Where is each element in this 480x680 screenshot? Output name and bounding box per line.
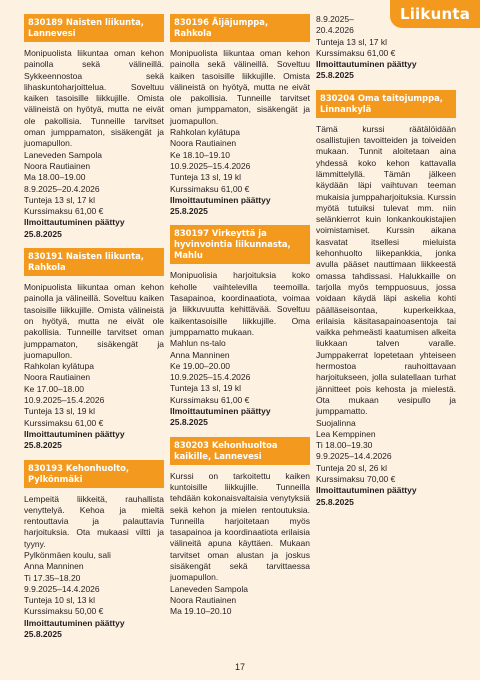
course-body (24, 282, 164, 451)
course-title: 830189 Naisten liikunta, Lannevesi (24, 14, 164, 42)
course-830203-continued (316, 14, 456, 82)
course-dates: 10.9.2025–15.4.2026 (170, 160, 251, 171)
course-body (316, 124, 456, 508)
registration-date: 25.8.2025 (316, 70, 354, 81)
registration-label: Ilmoittautuminen päättyy (316, 59, 417, 70)
continuation-line: 20.4.2026 (316, 25, 354, 36)
course-description: Monipuolisia harjoituksia koko keholle vaihtelevilla teemoilla. Tasapainoa, koordinaatiota, voimaa ja liikkuvuutta kehittävää. Soveltuu kaikentasoisille liikkujille. Oma jumppamatto mukaan. (170, 270, 310, 337)
course-description: Kurssi on tarkoitettu kaiken kuntoisille liikkujille. Tunneilla tehdään kokonaisvaltaisia venytyksiä sekä kehon ja mielen rentoutuksia. Tunneilla harjoitetaan myös tasapainoa ja koordinaatiota erilaisia välineitä apuna käyttäen. Mukaan tarvitset oman alustan ja joskus sisäkengät sekä tarvittaessa juomapullon. (170, 470, 310, 583)
course-fee: Kurssimaksu 61,00 € (170, 183, 250, 194)
course-body (170, 471, 310, 618)
course-teacher: Noora Rautiainen (170, 138, 237, 149)
course-place: Laneveden Sampola (170, 583, 248, 594)
page-number: 17 (234, 662, 245, 672)
course-fee: Kurssimaksu 61,00 € (24, 206, 104, 217)
course-time: Ma 18.00–19.00 (24, 172, 86, 183)
registration-label: Ilmoittautuminen päättyy (170, 406, 271, 417)
course-time: Ti 18.00–19.30 (316, 440, 373, 451)
course-title: 830193 Kehonhuolto, Pylkönmäki (24, 460, 164, 488)
registration-date: 25.8.2025 (24, 228, 62, 239)
course-title: 830203 Kehonhuoltoa kaikille, Lannevesi (170, 437, 310, 465)
registration-date: 25.8.2025 (316, 496, 354, 507)
course-830189 (24, 14, 164, 240)
continuation-line: 8.9.2025– (316, 14, 354, 24)
course-830204 (316, 90, 456, 508)
course-dates: 10.9.2025–15.4.2026 (170, 372, 251, 383)
course-hours: Tunteja 13 sl, 19 kl (170, 383, 242, 394)
course-hours: Tunteja 10 sl, 13 kl (24, 595, 96, 606)
course-time: Ke 18.10–19.10 (170, 149, 231, 160)
course-place: Suojalinna (316, 417, 356, 428)
course-description: Tämä kurssi räätälöidään osallistujien tavoitteiden ja toiveiden mukaan. Tunnit aloitetaan aina yhdessä koko kehon kattavalla lämmittelyllä. Tämän jälkeen käydään läpi vaihtuvan teeman mukaisia jumppaharjoituksia. Kurssin myötä tutuiksi tulevat mm. niin selänkierrot kuin lonkankoukistajien voimistamiset. Kurssin aikana kasvatat itsellesi mieluista kehonhuolto liikepankkia, jonka avulla pääset nauttimaan liikkeestä omassa tahdissasi. Halukkaille on tarjolla myös temppuosuus, jossa voidaan käydä läpi askelia kohti päälläseisontaa, kuperkeikkaa, erilaisia käsitasapainoasentoja tai vaikka pehmeästi kaatumisen alkeita liukkaan talven varalle. Jumppakerrat lopetetaan yhteiseen hermostoa rauhoittavaan harjoitukseen, jolla sulatellaan turhat jännitteet pois kehosta ja mielestä. Ota mukaan vesipullo ja jumppamatto. (316, 123, 456, 417)
registration-label: Ilmoittautuminen päättyy (24, 617, 125, 628)
course-fee: Kurssimaksu 61,00 € (24, 417, 104, 428)
course-830193 (24, 460, 164, 641)
course-time: Ti 17.35–18.20 (24, 572, 81, 583)
registration-label: Ilmoittautuminen päättyy (170, 194, 271, 205)
course-place: Rahkolan kylätupa (170, 127, 240, 138)
column-3 (316, 14, 456, 516)
course-title: 830197 Virkeyttä ja hyvinvointia liikunnasta, Mahlu (170, 225, 310, 264)
course-dates: 8.9.2025–20.4.2026 (24, 183, 100, 194)
section-tab-label: Liikunta (399, 5, 471, 23)
course-body (170, 48, 310, 217)
column-1 (24, 14, 164, 648)
course-place: Mahlun ns-talo (170, 338, 226, 349)
course-teacher: Noora Rautiainen (170, 594, 237, 605)
course-fee: Kurssimaksu 61,00 € (170, 394, 250, 405)
course-place: Laneveden Sampola (24, 149, 102, 160)
continuation-line: Kurssimaksu 61,00 € (316, 47, 396, 58)
course-time: Ke 19.00–20.00 (170, 360, 231, 371)
registration-date: 25.8.2025 (24, 440, 62, 451)
course-teacher: Noora Rautiainen (24, 372, 91, 383)
course-hours: Tunteja 13 sl, 19 kl (24, 406, 96, 417)
course-dates: 9.9.2025–14.4.2026 (316, 451, 392, 462)
course-dates: 9.9.2025–14.4.2026 (24, 583, 100, 594)
course-830191 (24, 248, 164, 451)
course-description: Monipuolista liikuntaa oman kehon painolla sekä välineillä. Soveltuu kaiken tasoisille liikkujille. Omista välineistä on hyötyä, mutta ne eivät ole pakollisia. Tunneille tarvitset oman jumppamaton, sisäkengät ja juomapullon. (170, 48, 310, 126)
course-body (24, 494, 164, 641)
registration-label: Ilmoittautuminen päättyy (24, 428, 125, 439)
course-body (24, 48, 164, 240)
course-fee: Kurssimaksu 70,00 € (316, 473, 396, 484)
course-fee: Kurssimaksu 50,00 € (24, 606, 104, 617)
course-description: Monipuolista liikuntaa oman kehon painolla sekä välineillä. Sykkeennostoa sekä lihaskuntoharjoittelua. Soveltuu kaiken tasoisille liikkujille. Omista välineistä on hyötyä, mutta ne eivät ole pakollisia. Tunneille tarvitset oman jumppamaton, sisäkengät ja juomapullon. (24, 48, 164, 149)
course-description: Monipuolista liikuntaa oman kehon painolla ja välineillä. Soveltuu kaiken tasoisille liikkujille. Omista välineistä on hyötyä, mutta ne eivät ole pakollisia. Tunneille tarvitset oman jumppamaton, sisäkengät ja juomapullon. (24, 282, 164, 360)
course-teacher: Lea Kemppinen (316, 428, 376, 439)
course-teacher: Anna Manninen (170, 349, 230, 360)
course-body (170, 270, 310, 428)
registration-date: 25.8.2025 (170, 206, 208, 217)
course-830203 (170, 437, 310, 618)
course-body (316, 14, 456, 82)
continuation-line: Tunteja 13 sl, 17 kl (316, 36, 388, 47)
course-description: Lempeitä liikkeitä, rauhallista venyttelyä. Kehoa ja mieltä rentouttavia ja palauttavia harjoituksia. Ota mukaasi viltti ja tyyny. (24, 493, 164, 549)
course-hours: Tunteja 13 sl, 17 kl (24, 194, 96, 205)
course-time: Ma 19.10–20.10 (170, 606, 232, 617)
registration-label: Ilmoittautuminen päättyy (316, 485, 417, 496)
course-place: Rahkolan kylätupa (24, 361, 94, 372)
course-time: Ke 17.00–18.00 (24, 383, 85, 394)
registration-label: Ilmoittautuminen päättyy (24, 217, 125, 228)
course-title: 830196 Äijäjumppa, Rahkola (170, 14, 310, 42)
course-dates: 10.9.2025–15.4.2026 (24, 395, 105, 406)
course-hours: Tunteja 13 sl, 19 kl (170, 172, 242, 183)
course-hours: Tunteja 20 sl, 26 kl (316, 462, 388, 473)
registration-date: 25.8.2025 (170, 417, 208, 428)
column-2 (170, 14, 310, 625)
course-teacher: Anna Manninen (24, 561, 84, 572)
course-830196 (170, 14, 310, 217)
course-830197 (170, 225, 310, 428)
course-place: Pylkönmäen koulu, sali (24, 549, 111, 560)
course-title: 830191 Naisten liikunta, Rahkola (24, 248, 164, 276)
registration-date: 25.8.2025 (24, 629, 62, 640)
course-title: 830204 Oma taitojumppa, Linnankylä (316, 90, 456, 118)
course-teacher: Noora Rautiainen (24, 160, 91, 171)
